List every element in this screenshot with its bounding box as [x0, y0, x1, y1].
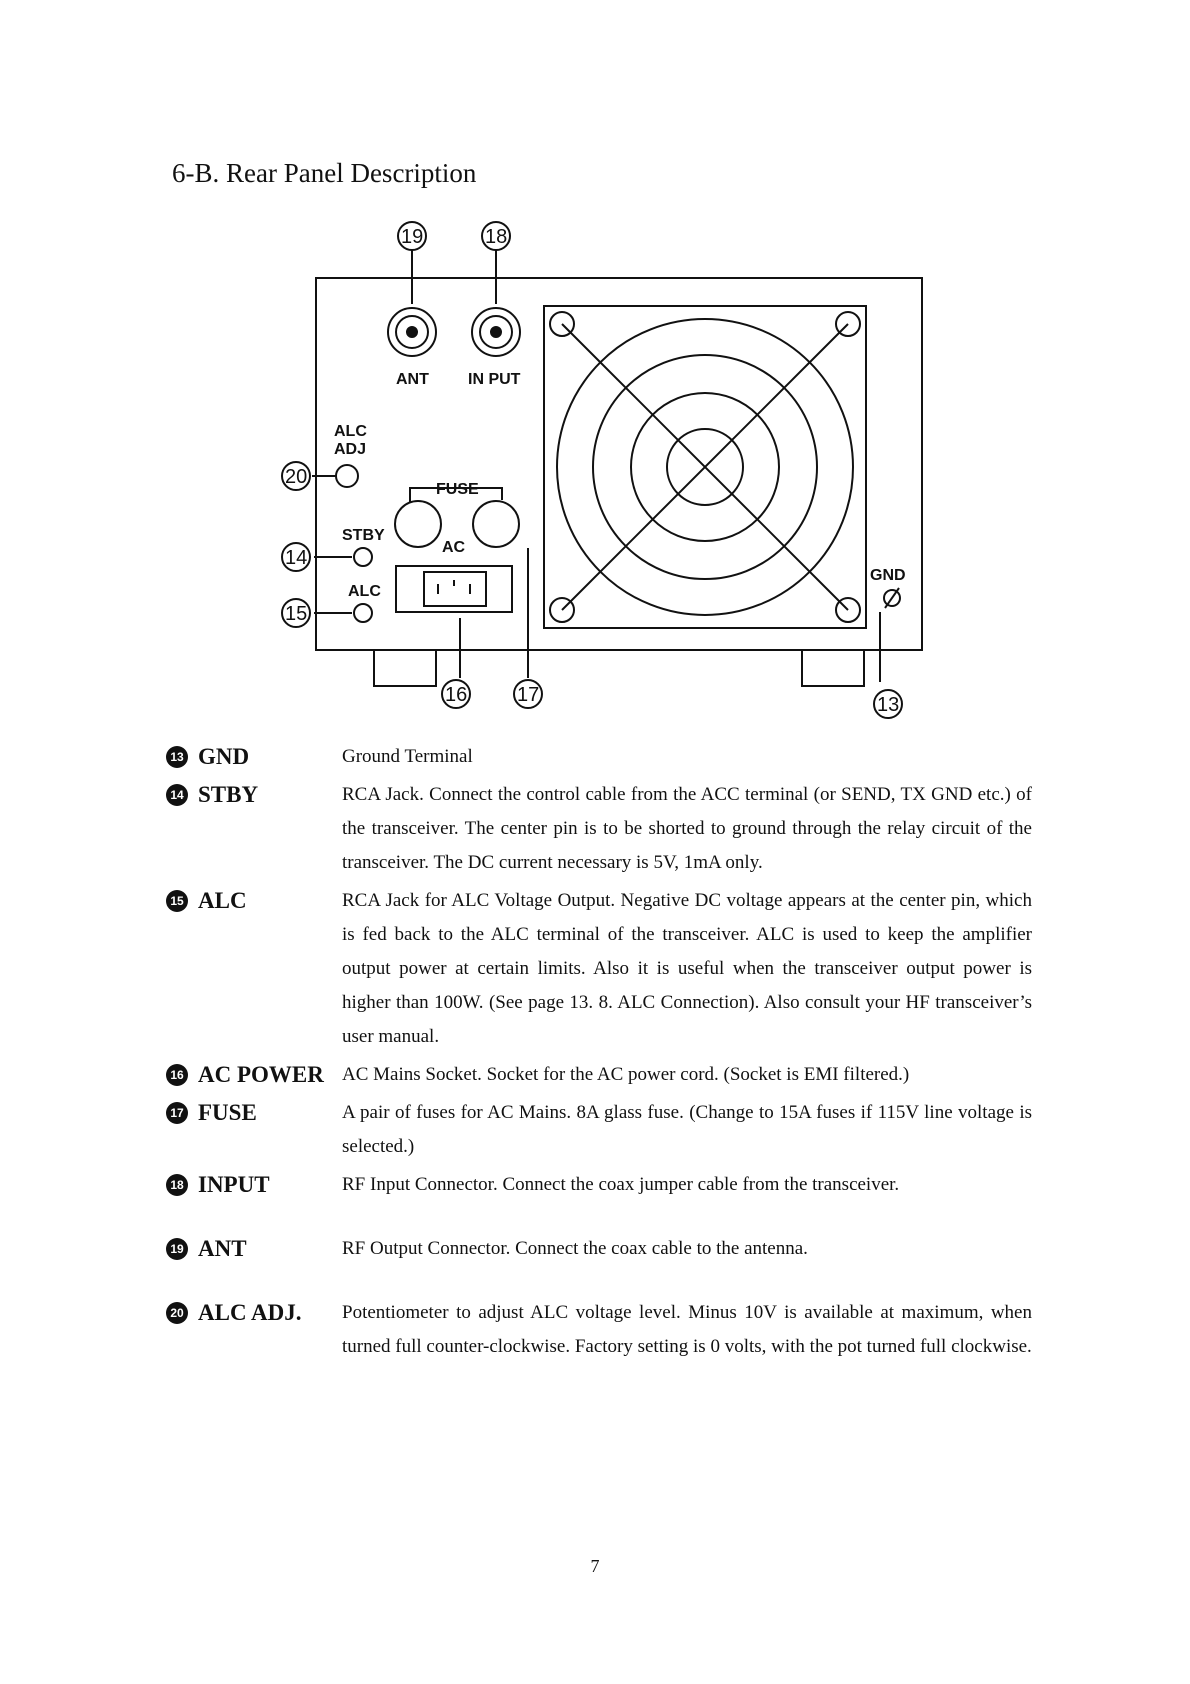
item-term: FUSE: [198, 1100, 257, 1125]
description-item: [166, 1096, 1066, 1164]
description-item: [166, 778, 1066, 880]
fuse-holder-right: [473, 501, 519, 547]
callout-number: 19: [401, 226, 424, 248]
item-number-badge: 19: [166, 1238, 188, 1260]
label-alc: ALC: [348, 583, 381, 600]
description-item: [166, 1168, 1066, 1202]
item-term: STBY: [198, 782, 259, 807]
item-number-badge: 13: [166, 746, 188, 768]
callout-number: 20: [285, 466, 308, 488]
fuse-holder-left: [395, 501, 441, 547]
label-stby: STBY: [342, 527, 385, 544]
callout-number: 16: [445, 684, 468, 706]
callout-number: 15: [285, 603, 308, 625]
label-alc-adj: ALC: [334, 423, 367, 440]
item-description: RF Output Connector. Connect the coax cable to the antenna.: [342, 1238, 808, 1259]
callout-number: 18: [485, 226, 508, 248]
item-description: RCA Jack. Connect the control cable from the ACC terminal (or SEND, TX GND etc.) of the transceiver. The center pin is to be shorted to ground through the relay circuit of the transceiver. The DC current necessary is 5V, 1mA only.: [342, 784, 1032, 873]
label-ac: AC: [442, 539, 466, 556]
description-list: [166, 740, 1066, 1364]
label-alc-adj: ADJ: [334, 441, 367, 458]
item-description: RCA Jack for ALC Voltage Output. Negative DC voltage appears at the center pin, which is fed back to the ALC terminal of the transceiver. ALC is used to keep the amplifier output power at certain limits. Also it is useful when the transceiver output power is higher than 100W. (See page 13. 8. ALC Connection). Also consult your HF transceiver’s user manual.: [342, 890, 1032, 1047]
alc-jack: [354, 604, 372, 622]
foot-left: [374, 650, 436, 686]
item-term: GND: [198, 744, 250, 769]
description-item: [166, 1058, 1066, 1092]
item-term: ALC: [198, 888, 247, 913]
page-number: 7: [590, 1556, 600, 1576]
item-number-badge: 15: [166, 890, 188, 912]
item-number-badge: 14: [166, 784, 188, 806]
label-fuse: FUSE: [436, 481, 479, 498]
description-item: [166, 884, 1066, 1054]
item-number-badge: 20: [166, 1302, 188, 1324]
item-term: AC POWER: [198, 1062, 324, 1087]
label-ant: ANT: [396, 371, 429, 388]
item-term: INPUT: [198, 1172, 270, 1197]
rear-panel-diagram: [0, 0, 1190, 740]
item-description: Potentiometer to adjust ALC voltage level. Minus 10V is available at maximum, when turned full counter-clockwise. Factory setting is 0 volts, with the pot turned full clockwise.: [342, 1302, 1032, 1357]
foot-right: [802, 650, 864, 686]
item-term: ANT: [198, 1236, 247, 1261]
stby-jack: [354, 548, 372, 566]
callout-number: 13: [877, 694, 900, 716]
description-item: [166, 1296, 1066, 1364]
callout-number: 14: [285, 547, 308, 569]
description-item: [166, 740, 1066, 774]
label-gnd: GND: [870, 567, 906, 584]
alc-adj-knob: [336, 465, 358, 487]
item-term: ALC ADJ.: [198, 1300, 302, 1325]
section-title: 6-B. Rear Panel Description: [172, 158, 477, 188]
item-description: AC Mains Socket. Socket for the AC power cord. (Socket is EMI filtered.): [342, 1064, 910, 1085]
item-number-badge: 18: [166, 1174, 188, 1196]
item-description: Ground Terminal: [342, 746, 473, 767]
callout-number: 17: [517, 684, 540, 706]
item-description: A pair of fuses for AC Mains. 8A glass fuse. (Change to 15A fuses if 115V line voltage is selected.): [342, 1102, 1032, 1157]
item-description: RF Input Connector. Connect the coax jumper cable from the transceiver.: [342, 1174, 900, 1195]
label-input: IN PUT: [468, 371, 521, 388]
description-item: [166, 1232, 1066, 1266]
item-number-badge: 17: [166, 1102, 188, 1124]
item-number-badge: 16: [166, 1064, 188, 1086]
